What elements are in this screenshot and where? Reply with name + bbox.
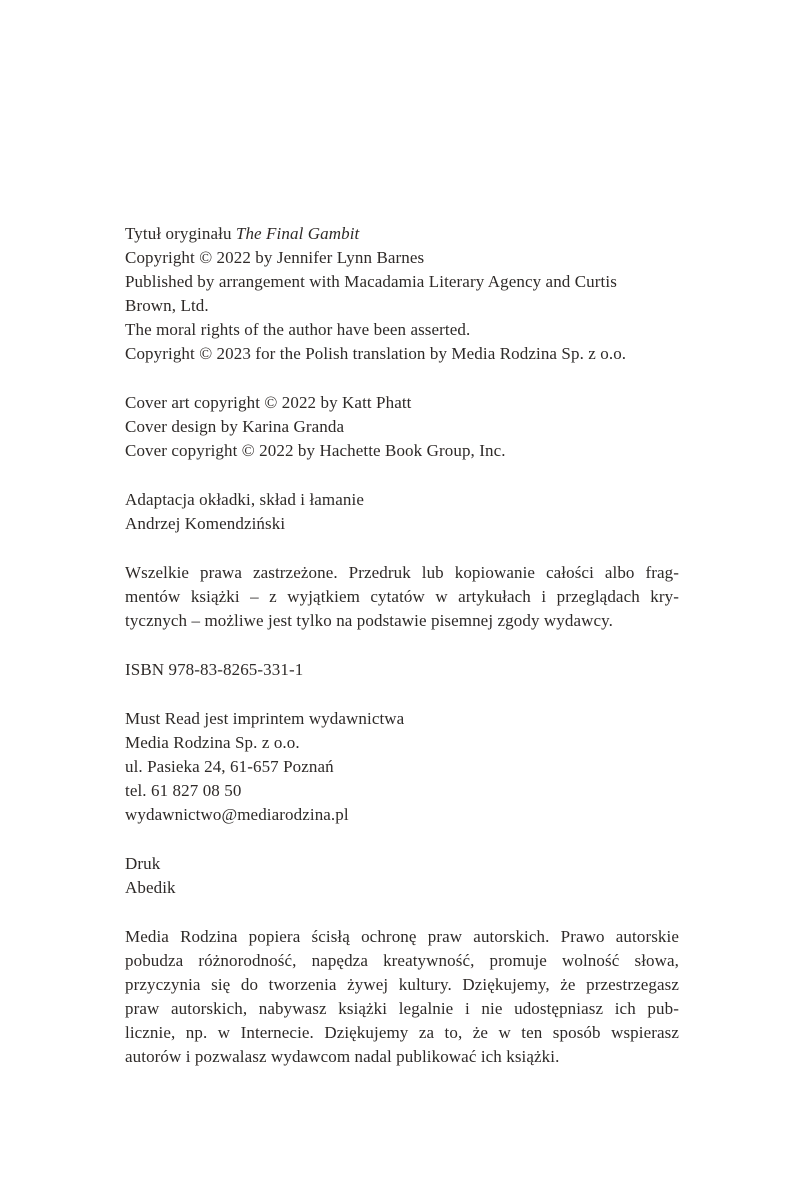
copyright-line: The moral rights of the author have been asserted. bbox=[125, 320, 471, 339]
rights-notice-line: mentów książki – z wyjątkiem cytatów w artykułach i przeglądach kry- bbox=[125, 587, 679, 606]
cover-credits-block bbox=[125, 391, 679, 463]
adaptation-credits-block bbox=[125, 488, 679, 536]
cover-credit-line: Cover copyright © 2022 by Hachette Book Group, Inc. bbox=[125, 441, 506, 460]
book-title-italic: The Final Gambit bbox=[235, 224, 360, 243]
print-label-line: Druk bbox=[125, 854, 161, 873]
colophon-text-column bbox=[125, 222, 679, 1069]
cover-credit-line: Cover art copyright © 2022 by Katt Phatt bbox=[125, 393, 412, 412]
adaptation-line: Andrzej Komendziński bbox=[125, 514, 286, 533]
antipiracy-line: autorów i pozwalasz wydawcom nadal publikować ich książki. bbox=[125, 1047, 560, 1066]
antipiracy-line: praw autorskich, nabywasz książki legalnie i nie udostępniasz ich pub- bbox=[125, 999, 679, 1018]
antipiracy-line: Media Rodzina popiera ścisłą ochronę praw autorskich. Prawo autorskie bbox=[125, 927, 679, 946]
copyright-line: Published by arrangement with Macadamia Literary Agency and Curtis bbox=[125, 272, 617, 291]
isbn-block bbox=[125, 658, 679, 682]
publisher-line: Media Rodzina Sp. z o.o. bbox=[125, 733, 300, 752]
publisher-contact-block bbox=[125, 707, 679, 827]
antipiracy-line: pobudza różnorodność, napędza kreatywność, promuje wolność słowa, bbox=[125, 951, 679, 970]
cover-credit-line: Cover design by Karina Granda bbox=[125, 417, 345, 436]
copyright-line: Copyright © 2022 by Jennifer Lynn Barnes bbox=[125, 248, 425, 267]
printer-name-line: Abedik bbox=[125, 878, 176, 897]
adaptation-line: Adaptacja okładki, skład i łamanie bbox=[125, 490, 364, 509]
antipiracy-line: przyczynia się do tworzenia żywej kultury. Dziękujemy, że przestrzegasz bbox=[125, 975, 679, 994]
original-title-prefix: Tytuł oryginału bbox=[125, 224, 236, 243]
publisher-address-line: ul. Pasieka 24, 61-657 Poznań bbox=[125, 757, 334, 776]
publisher-email-line: wydawnictwo@mediarodzina.pl bbox=[125, 805, 349, 824]
print-block bbox=[125, 852, 679, 900]
antipiracy-line: licznie, np. w Internecie. Dziękujemy za to, że w ten sposób wspierasz bbox=[125, 1023, 679, 1042]
rights-notice-line: Wszelkie prawa zastrzeżone. Przedruk lub kopiowanie całości albo frag- bbox=[125, 563, 679, 582]
publisher-line: Must Read jest imprintem wydawnictwa bbox=[125, 709, 405, 728]
isbn-line: ISBN 978-83-8265-331-1 bbox=[125, 660, 304, 679]
copyright-line: Copyright © 2023 for the Polish translation by Media Rodzina Sp. z o.o. bbox=[125, 344, 627, 363]
rights-notice-block bbox=[125, 561, 679, 633]
antipiracy-notice-block bbox=[125, 925, 679, 1069]
publisher-phone-line: tel. 61 827 08 50 bbox=[125, 781, 242, 800]
copyright-line: Brown, Ltd. bbox=[125, 296, 209, 315]
rights-notice-line: tycznych – możliwe jest tylko na podstawie pisemnej zgody wydawcy. bbox=[125, 611, 613, 630]
original-title-line bbox=[125, 222, 679, 246]
original-title-copyright-block bbox=[125, 222, 679, 366]
